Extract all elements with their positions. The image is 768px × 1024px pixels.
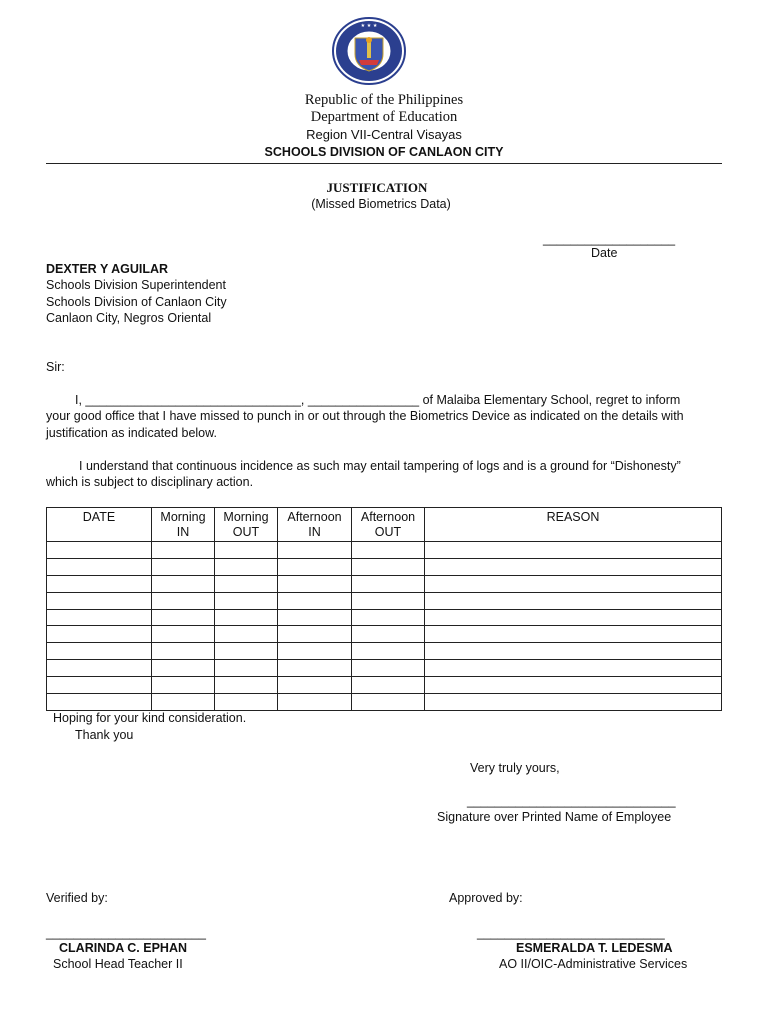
paragraph2-line2: which is subject to disciplinary action.	[46, 475, 254, 489]
table-cell	[425, 542, 722, 559]
table-cell	[47, 677, 152, 694]
verified-by-label: Verified by:	[46, 891, 108, 905]
table-cell	[352, 694, 425, 711]
table-cell	[152, 643, 215, 660]
closing-hoping: Hoping for your kind consideration.	[53, 711, 247, 725]
verifier-title: School Head Teacher II	[53, 957, 183, 971]
table-row	[47, 542, 722, 559]
table-cell	[215, 626, 278, 643]
verifier-name: CLARINDA C. EPHAN	[59, 941, 188, 955]
table-cell	[152, 542, 215, 559]
deped-seal-logo	[331, 16, 407, 86]
table-cell	[47, 575, 152, 592]
table-cell	[352, 626, 425, 643]
column-header-afternoon-out: Afternoon OUT	[352, 508, 425, 542]
table-header-row	[47, 508, 722, 542]
column-header-reason: REASON	[425, 508, 722, 542]
table-cell	[47, 626, 152, 643]
table-cell	[425, 643, 722, 660]
recipient-address: Canlaon City, Negros Oriental	[46, 311, 212, 325]
table-cell	[215, 643, 278, 660]
table-cell	[47, 558, 152, 575]
table-cell	[425, 592, 722, 609]
table-cell	[278, 660, 352, 677]
employee-signature-line: ______________________________	[467, 794, 676, 808]
table-cell	[278, 694, 352, 711]
column-header-morning-out: Morning OUT	[215, 508, 278, 542]
table-cell	[47, 609, 152, 626]
table-cell	[152, 677, 215, 694]
table-row	[47, 558, 722, 575]
approver-name: ESMERALDA T. LEDESMA	[516, 941, 673, 955]
table-cell	[47, 592, 152, 609]
table-cell	[352, 609, 425, 626]
table-cell	[425, 660, 722, 677]
table-cell	[278, 558, 352, 575]
table-cell	[425, 558, 722, 575]
table-cell	[278, 677, 352, 694]
employee-signature-label: Signature over Printed Name of Employee	[437, 810, 672, 824]
table-cell	[152, 592, 215, 609]
table-cell	[152, 626, 215, 643]
table-cell	[352, 575, 425, 592]
table-cell	[425, 626, 722, 643]
document-title: JUSTIFICATION	[326, 180, 428, 195]
table-row	[47, 694, 722, 711]
table-cell	[215, 542, 278, 559]
document-subtitle: (Missed Biometrics Data)	[311, 197, 451, 211]
table-row	[47, 643, 722, 660]
table-cell	[47, 660, 152, 677]
header-division: SCHOOLS DIVISION OF CANLAON CITY	[264, 145, 504, 159]
approved-by-label: Approved by:	[449, 891, 523, 905]
table-cell	[352, 592, 425, 609]
table-cell	[425, 677, 722, 694]
approver-signature-line: ___________________________	[477, 926, 665, 940]
table-cell	[47, 643, 152, 660]
table-cell	[47, 694, 152, 711]
recipient-position: Schools Division Superintendent	[46, 278, 226, 292]
recipient-name: DEXTER Y AGUILAR	[46, 262, 169, 276]
header-department: Department of Education	[310, 109, 458, 125]
table-cell	[152, 694, 215, 711]
table-cell	[47, 542, 152, 559]
table-cell	[152, 575, 215, 592]
table-cell	[352, 660, 425, 677]
svg-text:★ ★ ★: ★ ★ ★	[360, 23, 378, 29]
salutation: Sir:	[46, 360, 65, 374]
recipient-office: Schools Division of Canlaon City	[46, 295, 227, 309]
table-cell	[425, 609, 722, 626]
table-cell	[425, 694, 722, 711]
table-cell	[352, 542, 425, 559]
column-header-date: DATE	[47, 508, 152, 542]
table-cell	[215, 558, 278, 575]
table-cell	[215, 660, 278, 677]
column-header-morning-in: Morning IN	[152, 508, 215, 542]
table-row	[47, 592, 722, 609]
table-cell	[278, 575, 352, 592]
date-label: Date	[591, 246, 618, 260]
table-cell	[215, 694, 278, 711]
table-row	[47, 660, 722, 677]
table-cell	[278, 609, 352, 626]
paragraph1-line3: justification as indicated below.	[46, 426, 217, 440]
table-cell	[352, 677, 425, 694]
table-cell	[152, 609, 215, 626]
table-cell	[278, 592, 352, 609]
table-cell	[425, 575, 722, 592]
table-row	[47, 609, 722, 626]
header-divider	[46, 163, 722, 164]
table-row	[47, 626, 722, 643]
table-cell	[215, 592, 278, 609]
table-cell	[278, 643, 352, 660]
table-cell	[152, 558, 215, 575]
header-republic: Republic of the Philippines	[304, 92, 464, 108]
table-cell	[278, 626, 352, 643]
column-header-afternoon-in: Afternoon IN	[278, 508, 352, 542]
table-cell	[278, 542, 352, 559]
table-cell	[352, 558, 425, 575]
header-region: Region VII-Central Visayas	[306, 127, 462, 142]
paragraph1-line2: your good office that I have missed to punch in or out through the Biometrics Device as indicated on the details with	[46, 409, 684, 423]
biometrics-log-table	[46, 507, 722, 711]
verified-signature-line: _______________________	[46, 926, 206, 940]
paragraph2-line1: I understand that continuous incidence as such may entail tampering of logs and is a ground for “Dishonesty”	[79, 459, 681, 473]
table-cell	[215, 609, 278, 626]
table-cell	[215, 677, 278, 694]
paragraph1-line1: I, _______________________________, ________________ of Malaiba Elementary School, regret to inform	[75, 393, 681, 407]
closing-yours: Very truly yours,	[470, 761, 560, 775]
table-cell	[152, 660, 215, 677]
date-blank: ___________________	[543, 232, 676, 246]
table-cell	[352, 643, 425, 660]
table-row	[47, 575, 722, 592]
approver-title: AO II/OIC-Administrative Services	[499, 957, 688, 971]
closing-thanks: Thank you	[75, 728, 134, 742]
table-cell	[215, 575, 278, 592]
table-row	[47, 677, 722, 694]
